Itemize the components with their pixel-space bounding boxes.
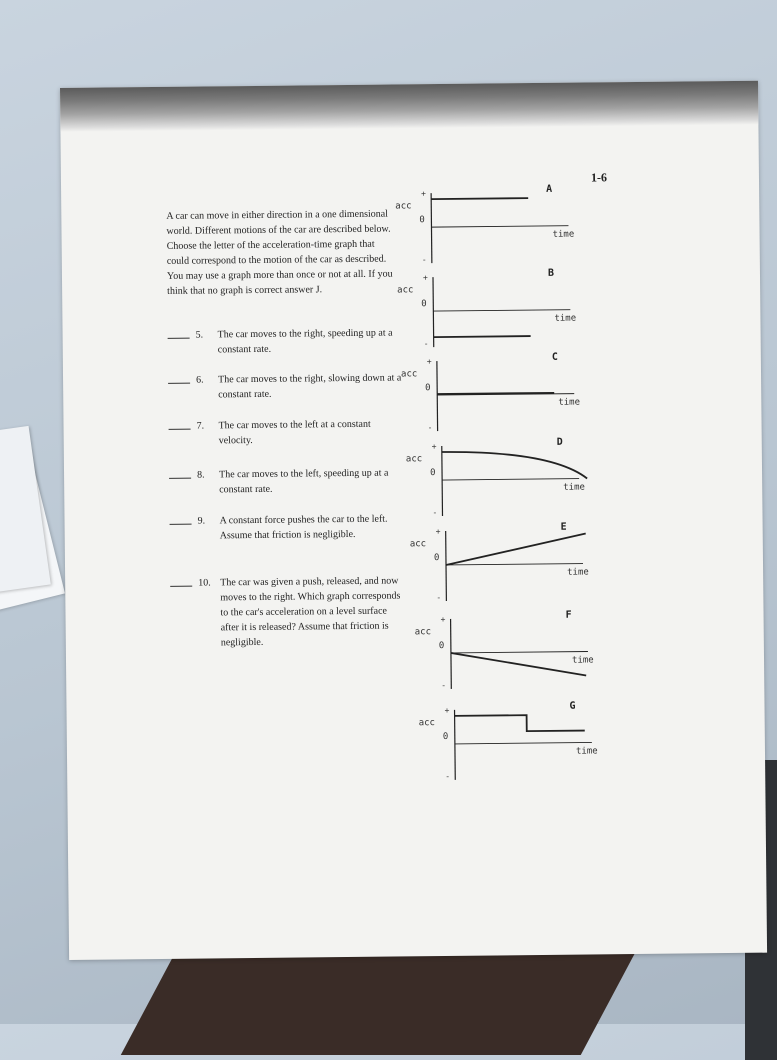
acc-axis-label: acc — [418, 718, 435, 729]
question-text: A constant force pushes the car to the left. Assume that friction is negligible. — [219, 513, 388, 542]
x-axis — [455, 742, 592, 743]
question-number: 8. — [197, 469, 205, 481]
question-7 — [168, 416, 408, 451]
zero-label: 0 — [419, 215, 425, 226]
background-surface — [121, 945, 639, 1055]
x-axis — [442, 479, 579, 480]
zero-label: 0 — [433, 553, 440, 564]
plus-label: + — [440, 614, 446, 625]
y-axis — [446, 531, 447, 601]
zero-label: 0 — [438, 641, 445, 652]
graph-letter: D — [556, 436, 563, 448]
acc-curve — [442, 451, 587, 481]
graph-letter: F — [565, 609, 572, 621]
time-axis-label: time — [563, 482, 585, 493]
x-axis — [431, 226, 568, 227]
acc-axis-label: acc — [409, 539, 427, 550]
acc-curve — [455, 715, 585, 732]
x-axis — [433, 310, 570, 311]
zero-label: 0 — [425, 383, 431, 394]
question-10 — [170, 573, 411, 671]
question-9 — [169, 511, 409, 562]
y-axis — [431, 193, 432, 263]
minus-label: - — [445, 771, 451, 782]
graph-g — [416, 702, 627, 784]
graph-letter: C — [551, 351, 558, 363]
answer-blank[interactable] — [169, 478, 191, 479]
question-number: 5. — [195, 329, 204, 341]
graph-b — [395, 269, 606, 351]
worksheet-page — [60, 81, 767, 960]
answer-blank[interactable] — [168, 383, 190, 384]
plus-label: + — [421, 189, 427, 199]
section-label: 1-6 — [590, 170, 608, 185]
question-8 — [169, 465, 409, 500]
plus-label: + — [431, 442, 437, 452]
x-axis — [446, 564, 583, 565]
zero-label: 0 — [442, 731, 449, 743]
y-axis — [442, 446, 443, 516]
plus-label: + — [435, 527, 441, 537]
acc-axis-label: acc — [414, 627, 432, 638]
question-text: The car moves to the left at a constant velocity. — [218, 418, 371, 447]
minus-label: - — [436, 593, 442, 603]
minus-label: - — [427, 423, 433, 433]
graph-letter: E — [560, 521, 567, 533]
graph-a — [393, 185, 604, 267]
graph-letter: G — [569, 700, 576, 712]
question-text: The car was given a push, released, and now moves to the right. Which graph corresponds to the car's acceleration on a level surface after it is released? Assume that friction is negligible. — [220, 575, 401, 649]
x-axis — [451, 652, 588, 653]
question-text: The car moves to the right, speeding up at a constant rate. — [217, 327, 393, 356]
graph-c — [399, 353, 610, 435]
graph-e — [408, 523, 619, 605]
minus-label: - — [421, 255, 427, 265]
question-text: The car moves to the right, slowing down at a constant rate. — [218, 372, 402, 401]
zero-label: 0 — [421, 299, 427, 310]
answer-blank[interactable] — [170, 586, 192, 587]
acc-axis-label: acc — [397, 285, 414, 296]
plus-label: + — [426, 357, 432, 367]
graph-letter: A — [546, 183, 553, 195]
time-axis-label: time — [552, 229, 575, 240]
acc-axis-label: acc — [395, 201, 412, 212]
question-6 — [168, 370, 408, 405]
minus-label: - — [441, 680, 447, 691]
time-axis-label: time — [575, 746, 598, 757]
acc-axis-label: acc — [400, 369, 418, 380]
answer-blank[interactable] — [168, 338, 190, 339]
zero-label: 0 — [430, 468, 436, 479]
y-axis — [451, 619, 452, 689]
minus-label: - — [432, 508, 438, 518]
acc-curve — [446, 534, 586, 565]
answer-blank[interactable] — [169, 429, 191, 430]
time-axis-label: time — [567, 567, 589, 578]
y-axis — [455, 710, 456, 780]
answer-blank[interactable] — [170, 524, 192, 525]
acc-axis-label: acc — [405, 454, 423, 465]
time-axis-label: time — [554, 313, 577, 324]
question-number: 7. — [196, 420, 205, 432]
time-axis-label: time — [571, 655, 594, 666]
acc-curve — [451, 652, 586, 677]
y-axis — [437, 361, 438, 431]
acc-curve — [437, 393, 554, 394]
graph-d — [404, 438, 615, 520]
time-axis-label: time — [558, 397, 581, 408]
acc-curve — [431, 198, 528, 199]
question-number: 6. — [196, 374, 204, 386]
plus-label: + — [422, 273, 428, 283]
question-5 — [168, 325, 408, 360]
question-number: 9. — [197, 515, 206, 527]
minus-label: - — [423, 339, 429, 349]
graph-f — [413, 611, 624, 693]
graph-letter: B — [547, 267, 555, 279]
plus-label: + — [444, 705, 450, 716]
instructions: A car can move in either direction in a one dimensional world. Different motions of the car are described below. Choose the letter of the acceleration-time graph that could correspond to the motion of the car as described. You may use a graph more than once or not at all. If you think that no graph is correct answer J. — [166, 208, 393, 297]
question-number: 10. — [198, 577, 211, 589]
acc-curve — [434, 336, 531, 337]
question-text: The car moves to the left, speeding up at a constant rate. — [219, 467, 389, 496]
photocopy-edge — [60, 81, 758, 132]
